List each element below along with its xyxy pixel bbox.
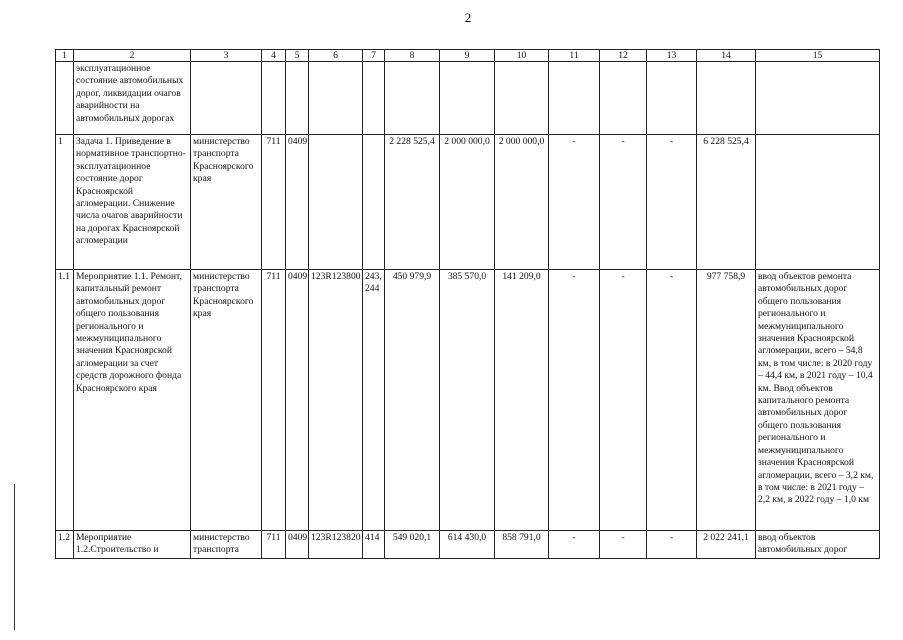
page-number: 2 [464,10,472,25]
row-rzpr: 0409 [286,270,309,531]
column-header: 1 [56,50,74,62]
row-grbs [262,62,286,135]
row-col12: - [600,531,647,559]
row-executor: министерство транспорта [191,531,262,559]
row-col11: - [549,270,600,531]
row-grbs: 711 [262,135,286,270]
row-vr [363,62,385,135]
row-2020 [385,62,440,135]
row-col12: - [600,135,647,270]
row-col13 [647,62,697,135]
row-result: ввод объектов ремонта автомобильных дорог общего пользования регионального и межмуниципального значения Красноярской агломерации, всего – 54,8 км, в том числе: в 2020 году – 44,4 км, в 2021 году – 10,4 км. Ввод объектов капитального ремонта автомобильных дорог общего пользования регионального и межмуниципального значения Красноярской агломерации, всего – 3,2 км, в том числе: в 2021 году – 2,2 км, в 2022 году – 1,0 км [756,270,880,531]
column-header: 12 [600,50,647,62]
row-vr [363,135,385,270]
row-2021 [440,62,495,135]
program-table [55,49,880,559]
row-2021: 2 000 000,0 [440,135,495,270]
column-header: 14 [697,50,756,62]
row-name: Задача 1. Приведение в нормативное транспортно-эксплуатационное состояние дорог Красноярской агломерации. Снижение числа очагов аварийности на дорогах Красноярской агломерации [74,135,191,270]
row-csr: 123R123800 [309,270,363,531]
row-number: 1.1 [56,270,74,531]
column-header: 4 [262,50,286,62]
column-header: 7 [363,50,385,62]
column-number-row [56,50,880,62]
row-vr: 414 [363,531,385,559]
column-header: 5 [286,50,309,62]
row-number [56,62,74,135]
column-header: 2 [74,50,191,62]
row-col13: - [647,531,697,559]
row-result: ввод объектов автомобильных дорог [756,531,880,559]
row-executor [191,62,262,135]
row-col12: - [600,270,647,531]
row-rzpr: 0409 [286,135,309,270]
row-2021: 614 430,0 [440,531,495,559]
row-total: 977 758,9 [697,270,756,531]
row-result [756,62,880,135]
column-header: 11 [549,50,600,62]
row-total: 2 022 241,1 [697,531,756,559]
row-col13: - [647,135,697,270]
table-row [56,270,880,531]
column-header: 15 [756,50,880,62]
row-grbs: 711 [262,531,286,559]
row-col11: - [549,135,600,270]
column-header: 13 [647,50,697,62]
column-header: 8 [385,50,440,62]
table-row [56,135,880,270]
row-2022: 2 000 000,0 [495,135,549,270]
column-header: 3 [191,50,262,62]
row-2020: 450 979,9 [385,270,440,531]
row-2020: 549 020,1 [385,531,440,559]
column-header: 10 [495,50,549,62]
table-row [56,531,880,559]
row-name: эксплуатационное состояние автомобильных дорог, ликвидации очагов аварийности на автомобильных дорогах [74,62,191,135]
row-csr [309,62,363,135]
row-csr: 123R123820 [309,531,363,559]
row-name: Мероприятие 1.2.Строительство и [74,531,191,559]
row-2022: 141 209,0 [495,270,549,531]
row-total [697,62,756,135]
table-row [56,62,880,135]
row-number: 1 [56,135,74,270]
row-col12 [600,62,647,135]
row-result [756,135,880,270]
row-name: Мероприятие 1.1. Ремонт, капитальный ремонт автомобильных дорог общего пользования регионального и межмуниципального значения Красноярской агломерации за счет средств дорожного фонда Красноярского края [74,270,191,531]
row-total: 6 228 525,4 [697,135,756,270]
margin-line [14,484,15,630]
row-number: 1.2 [56,531,74,559]
row-col13: - [647,270,697,531]
column-header: 6 [309,50,363,62]
row-rzpr: 0409 [286,531,309,559]
row-csr [309,135,363,270]
row-2020: 2 228 525,4 [385,135,440,270]
row-executor: министерство транспорта Красноярского края [191,270,262,531]
row-2021: 385 570,0 [440,270,495,531]
row-grbs: 711 [262,270,286,531]
row-2022 [495,62,549,135]
row-vr: 243, 244 [363,270,385,531]
row-rzpr [286,62,309,135]
column-header: 9 [440,50,495,62]
row-executor: министерство транспорта Красноярского края [191,135,262,270]
row-2022: 858 791,0 [495,531,549,559]
row-col11 [549,62,600,135]
row-col11: - [549,531,600,559]
